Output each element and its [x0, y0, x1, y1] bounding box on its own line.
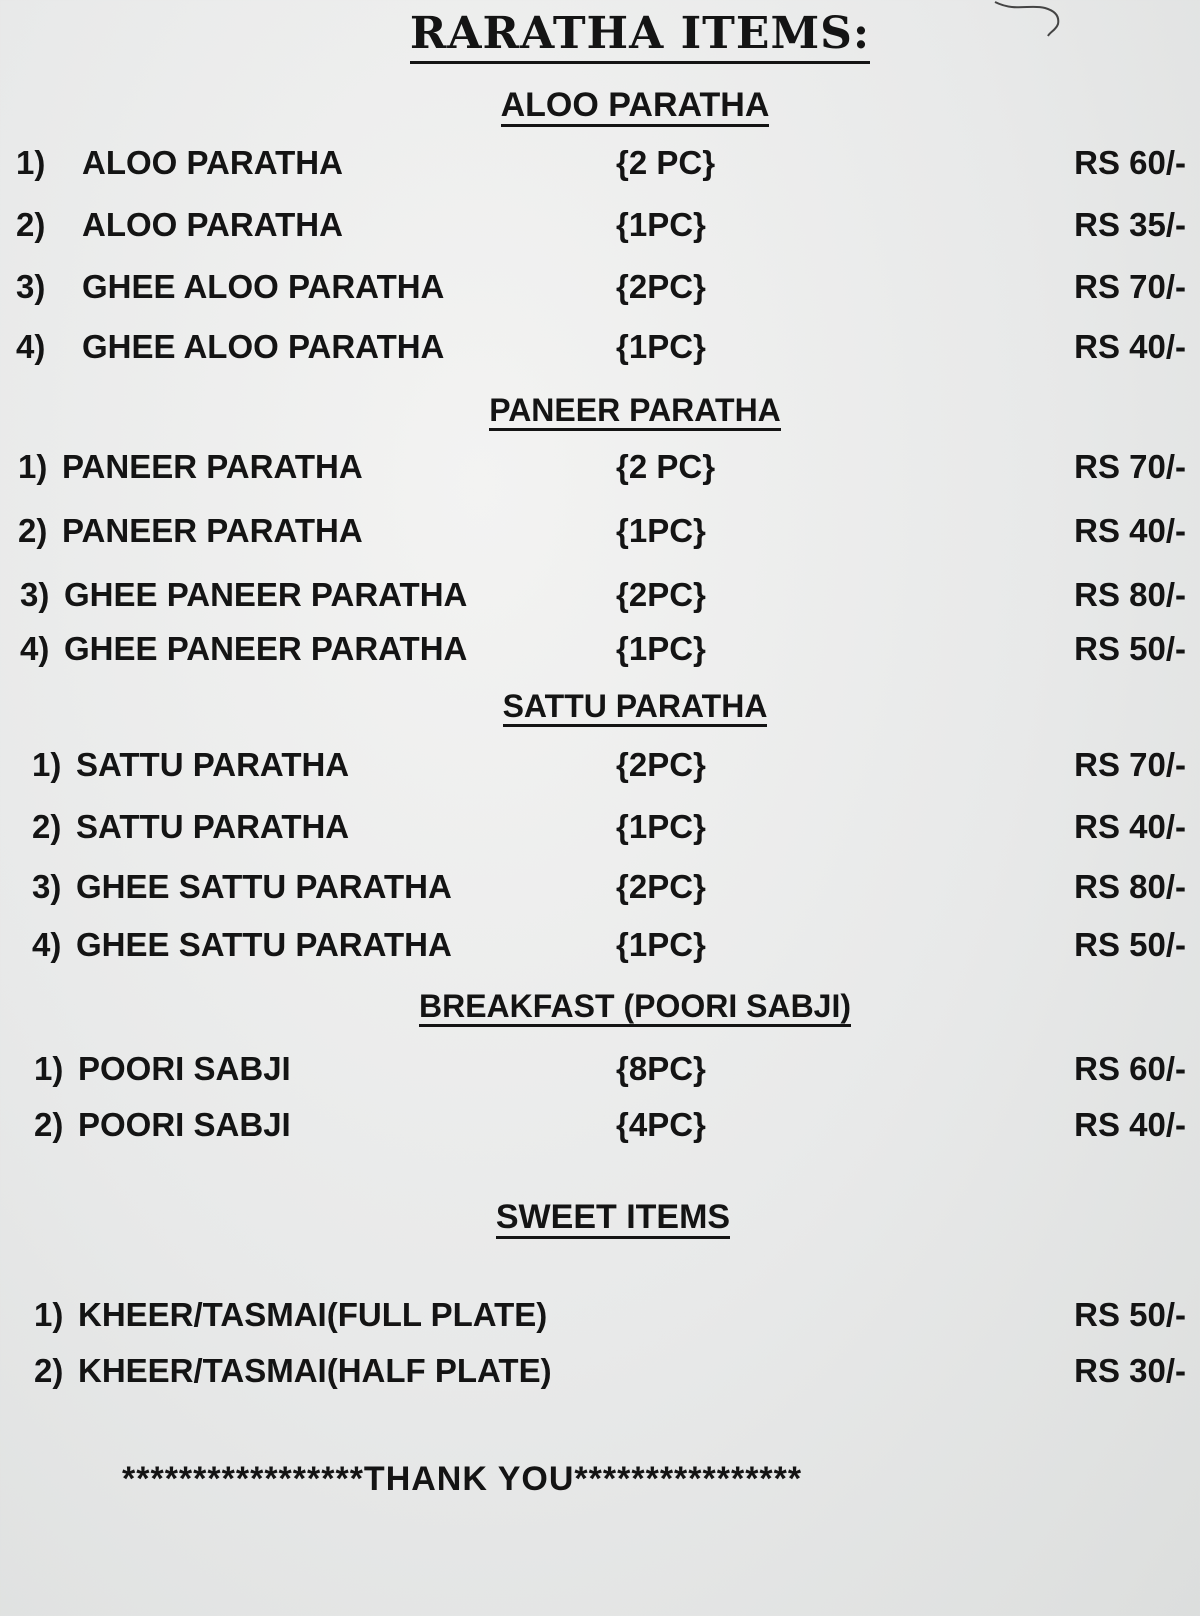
item-price: RS 60/- [1074, 1050, 1186, 1087]
item-name: KHEER/TASMAI(FULL PLATE) [78, 1296, 548, 1333]
item-price: RS 80/- [1074, 576, 1186, 613]
item-price: RS 50/- [1074, 1296, 1186, 1333]
item-price: RS 40/- [1074, 328, 1186, 365]
item-qty: {2PC} [616, 268, 706, 305]
item-price: RS 40/- [1074, 1106, 1186, 1143]
item-name: GHEE PANEER PARATHA [64, 630, 468, 667]
item-price: RS 30/- [1074, 1352, 1186, 1389]
menu-item [0, 448, 1200, 492]
menu-item [0, 746, 1200, 790]
item-qty: {8PC} [616, 1050, 706, 1087]
item-name: GHEE PANEER PARATHA [64, 576, 468, 613]
item-price: RS 70/- [1074, 268, 1186, 305]
item-qty: {1PC} [616, 206, 706, 243]
item-name: ALOO PARATHA [82, 206, 343, 243]
menu-item [0, 1296, 1200, 1340]
item-number: 1) [34, 1050, 64, 1087]
item-qty: {1PC} [616, 512, 706, 549]
item-number: 2) [18, 512, 48, 549]
menu-item [0, 576, 1200, 620]
menu-item [0, 1352, 1200, 1396]
item-name: POORI SABJI [78, 1106, 291, 1143]
item-name: GHEE ALOO PARATHA [82, 328, 445, 365]
item-number: 1) [16, 144, 46, 181]
item-qty: {1PC} [616, 630, 706, 667]
section-heading-breakfast: BREAKFAST (POORI SABJI) [0, 988, 1200, 1025]
item-number: 4) [16, 328, 46, 365]
item-number: 2) [34, 1106, 64, 1143]
item-qty: {2 PC} [616, 448, 716, 485]
item-name: GHEE SATTU PARATHA [76, 868, 452, 905]
item-number: 2) [34, 1352, 64, 1389]
menu-item [0, 630, 1200, 674]
item-qty: {4PC} [616, 1106, 706, 1143]
section-heading-sattu: SATTU PARATHA [0, 688, 1200, 725]
item-number: 3) [16, 268, 46, 305]
item-price: RS 40/- [1074, 808, 1186, 845]
item-price: RS 35/- [1074, 206, 1186, 243]
item-name: SATTU PARATHA [76, 808, 350, 845]
section-heading-paneer: PANEER PARATHA [0, 392, 1200, 429]
menu-item [0, 926, 1200, 970]
item-price: RS 70/- [1074, 448, 1186, 485]
item-number: 1) [18, 448, 48, 485]
item-qty: {1PC} [616, 926, 706, 963]
menu-item [0, 268, 1200, 312]
item-number: 4) [32, 926, 62, 963]
menu-item [0, 328, 1200, 372]
item-qty: {1PC} [616, 808, 706, 845]
thank-you-footer: *****************THANK YOU**************** [122, 1460, 803, 1498]
item-name: PANEER PARATHA [62, 448, 363, 485]
item-number: 3) [20, 576, 50, 613]
item-name: PANEER PARATHA [62, 512, 363, 549]
menu-title: RARATHA ITEMS: [0, 8, 1200, 59]
item-name: GHEE ALOO PARATHA [82, 268, 445, 305]
item-number: 1) [32, 746, 62, 783]
item-price: RS 80/- [1074, 868, 1186, 905]
section-heading-sweet: SWEET ITEMS [0, 1198, 1200, 1237]
menu-item [0, 512, 1200, 556]
item-number: 2) [32, 808, 62, 845]
menu-item [0, 1106, 1200, 1150]
item-qty: {2PC} [616, 576, 706, 613]
item-price: RS 60/- [1074, 144, 1186, 181]
menu-item [0, 144, 1200, 188]
menu-item [0, 1050, 1200, 1094]
item-name: GHEE SATTU PARATHA [76, 926, 452, 963]
item-number: 1) [34, 1296, 64, 1333]
menu-item [0, 808, 1200, 852]
section-heading-aloo: ALOO PARATHA [0, 86, 1200, 125]
item-number: 2) [16, 206, 46, 243]
menu-item [0, 868, 1200, 912]
item-qty: {2 PC} [616, 144, 716, 181]
item-qty: {1PC} [616, 328, 706, 365]
item-number: 3) [32, 868, 62, 905]
item-price: RS 40/- [1074, 512, 1186, 549]
item-price: RS 50/- [1074, 926, 1186, 963]
item-name: SATTU PARATHA [76, 746, 350, 783]
item-name: POORI SABJI [78, 1050, 291, 1087]
item-name: ALOO PARATHA [82, 144, 343, 181]
menu-item [0, 206, 1200, 250]
item-name: KHEER/TASMAI(HALF PLATE) [78, 1352, 552, 1389]
item-qty: {2PC} [616, 746, 706, 783]
item-price: RS 70/- [1074, 746, 1186, 783]
item-price: RS 50/- [1074, 630, 1186, 667]
item-qty: {2PC} [616, 868, 706, 905]
item-number: 4) [20, 630, 50, 667]
